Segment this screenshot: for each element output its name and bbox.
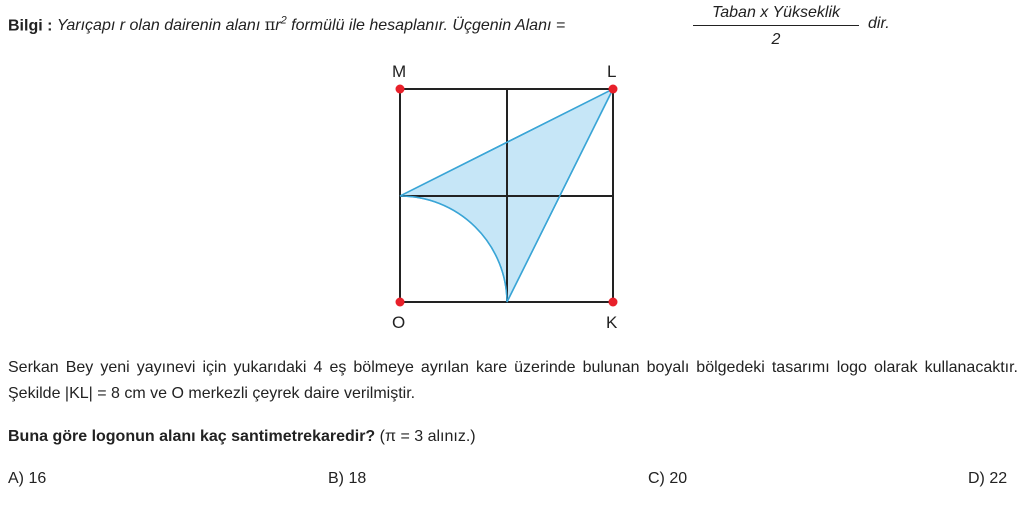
option-d[interactable]: D) 22 xyxy=(968,470,1008,487)
label-m: M xyxy=(392,62,407,81)
label-k: K xyxy=(606,313,618,332)
fraction-denominator: 2 xyxy=(771,31,781,48)
problem-paragraph: Serkan Bey yeni yayınevi için yukarıdaki 4 eş bölmeye ayrılan kare üzerinde bulunan boyalı bölgedeki tasarımı logo olarak kullanacaktır. Şekilde |KL| = 8 cm ve O merkezli çeyrek daire verilmiştir. xyxy=(8,359,1018,402)
point-k xyxy=(609,298,618,307)
r-symbol: r xyxy=(275,17,281,35)
pi-symbol: π xyxy=(264,15,276,35)
info-text-2: formülü ile hesaplanır. Üçgenin Alanı = xyxy=(286,17,566,35)
point-m xyxy=(396,85,405,94)
question-text: Buna göre logonun alanı kaç santimetrekaredir? xyxy=(8,428,376,445)
question-note: (π = 3 alınız.) xyxy=(375,428,476,445)
point-l xyxy=(609,85,618,94)
fraction-numerator: Taban x Yükseklik xyxy=(693,4,859,26)
option-c[interactable]: C) 20 xyxy=(648,470,688,487)
info-text-1: Yarıçapı r olan dairenin alanı xyxy=(56,17,265,35)
label-l: L xyxy=(607,62,617,81)
info-suffix: dir. xyxy=(868,15,890,32)
question-line xyxy=(8,428,476,446)
exponent: 2 xyxy=(280,15,287,27)
info-label: Bilgi : xyxy=(8,17,53,35)
option-b[interactable]: B) 18 xyxy=(328,470,367,487)
point-o xyxy=(396,298,405,307)
option-a[interactable]: A) 16 xyxy=(8,470,47,487)
label-o: O xyxy=(392,313,406,332)
